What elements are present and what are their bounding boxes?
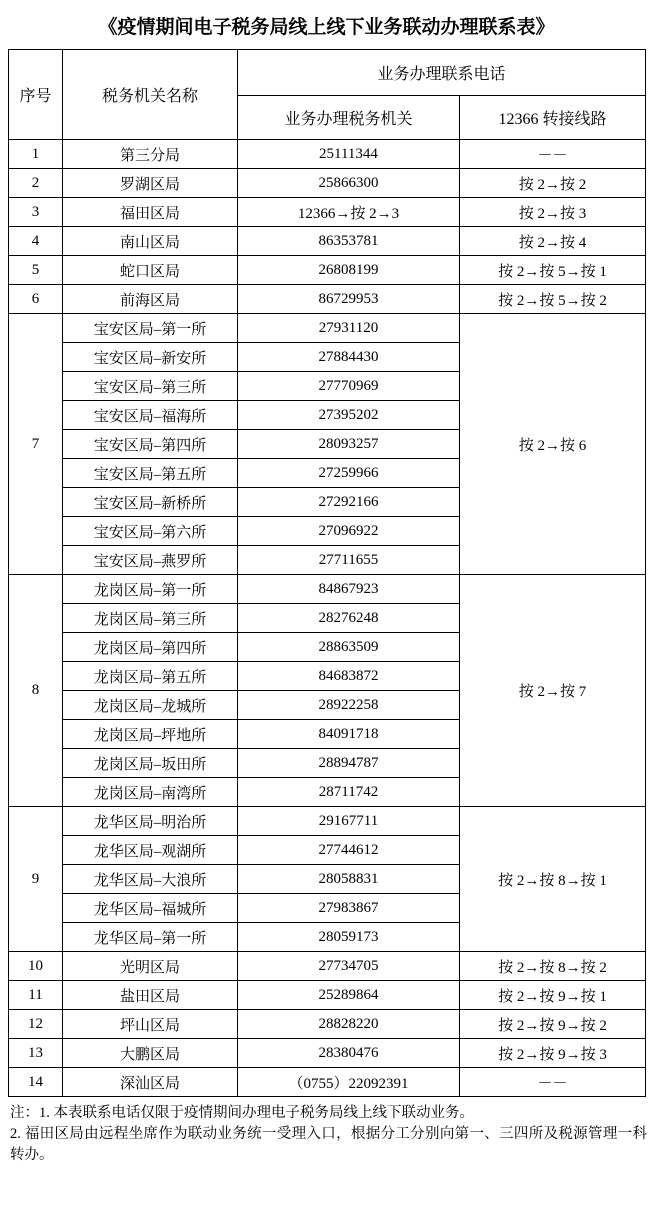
- cell-tax-authority-name: 大鹏区局: [63, 1039, 238, 1068]
- cell-tax-authority-name: 龙华区局–观湖所: [63, 836, 238, 865]
- cell-tax-authority-name: 福田区局: [63, 198, 238, 227]
- cell-tax-authority-name: 坪山区局: [63, 1010, 238, 1039]
- cell-tax-authority-name: 宝安区局–第四所: [63, 430, 238, 459]
- cell-phone-number: 27292166: [238, 488, 460, 517]
- cell-tax-authority-name: 宝安区局–第一所: [63, 314, 238, 343]
- cell-tax-authority-name: 龙岗区局–第三所: [63, 604, 238, 633]
- cell-phone-number: 84867923: [238, 575, 460, 604]
- cell-serial-no: 4: [9, 227, 63, 256]
- cell-phone-number: 12366→按 2→3: [238, 198, 460, 227]
- cell-phone-number: 28059173: [238, 923, 460, 952]
- cell-phone-number: 27259966: [238, 459, 460, 488]
- cell-tax-authority-name: 龙岗区局–坂田所: [63, 749, 238, 778]
- cell-tax-authority-name: 宝安区局–新桥所: [63, 488, 238, 517]
- table-row: [9, 227, 646, 256]
- cell-tax-authority-name: 龙岗区局–第五所: [63, 662, 238, 691]
- table-row: [9, 256, 646, 285]
- table-row: [9, 1039, 646, 1068]
- cell-phone-number: 27744612: [238, 836, 460, 865]
- cell-tax-authority-name: 宝安区局–新安所: [63, 343, 238, 372]
- cell-12366-line: 按 2→按 4: [460, 227, 646, 256]
- cell-tax-authority-name: 宝安区局–燕罗所: [63, 546, 238, 575]
- cell-serial-no: 2: [9, 169, 63, 198]
- cell-12366-line: －－: [460, 1068, 646, 1097]
- cell-phone-number: 29167711: [238, 807, 460, 836]
- notes-block: [8, 1097, 649, 1166]
- cell-phone-number: 28380476: [238, 1039, 460, 1068]
- cell-phone-number: 27395202: [238, 401, 460, 430]
- cell-12366-line: 按 2→按 5→按 2: [460, 285, 646, 314]
- header-12366-line: 12366 转接线路: [460, 96, 646, 140]
- header-contact-phone-group: 业务办理联系电话: [238, 50, 646, 96]
- cell-tax-authority-name: 龙岗区局–坪地所: [63, 720, 238, 749]
- cell-phone-number: 27884430: [238, 343, 460, 372]
- table-header: [9, 50, 646, 140]
- contact-table: [8, 49, 646, 1097]
- table-row: [9, 1010, 646, 1039]
- table-row: [9, 1068, 646, 1097]
- page-title: 《疫情期间电子税务局线上线下业务联动办理联系表》: [98, 17, 555, 38]
- cell-serial-no: 14: [9, 1068, 63, 1097]
- table-row: [9, 140, 646, 169]
- cell-phone-number: 28922258: [238, 691, 460, 720]
- header-handling-authority: 业务办理税务机关: [238, 96, 460, 140]
- cell-tax-authority-name: 宝安区局–第五所: [63, 459, 238, 488]
- cell-serial-no: 5: [9, 256, 63, 285]
- cell-phone-number: 28711742: [238, 778, 460, 807]
- table-row: [9, 198, 646, 227]
- cell-12366-line: 按 2→按 5→按 1: [460, 256, 646, 285]
- cell-phone-number: 84683872: [238, 662, 460, 691]
- cell-tax-authority-name: 南山区局: [63, 227, 238, 256]
- table-row: [9, 981, 646, 1010]
- cell-phone-number: 28863509: [238, 633, 460, 662]
- note-line-2: 2. 福田区局由远程坐席作为联动业务统一受理入口，根据分工分别向第一、三四所及税源管理一科转办。: [10, 1126, 647, 1164]
- cell-tax-authority-name: 光明区局: [63, 952, 238, 981]
- cell-phone-number: 25111344: [238, 140, 460, 169]
- cell-phone-number: 27734705: [238, 952, 460, 981]
- header-tax-authority-name: 税务机关名称: [63, 50, 238, 140]
- cell-phone-number: 27770969: [238, 372, 460, 401]
- table-row: [9, 575, 646, 604]
- cell-serial-no: 12: [9, 1010, 63, 1039]
- cell-tax-authority-name: 第三分局: [63, 140, 238, 169]
- cell-phone-number: 28276248: [238, 604, 460, 633]
- cell-phone-number: 25289864: [238, 981, 460, 1010]
- cell-tax-authority-name: 龙华区局–明治所: [63, 807, 238, 836]
- cell-tax-authority-name: 宝安区局–福海所: [63, 401, 238, 430]
- cell-serial-no: 7: [9, 314, 63, 575]
- table-row: [9, 314, 646, 343]
- cell-phone-number: 27096922: [238, 517, 460, 546]
- cell-12366-line: 按 2→按 8→按 1: [460, 807, 646, 952]
- cell-phone-number: 86353781: [238, 227, 460, 256]
- cell-phone-number: 28093257: [238, 430, 460, 459]
- cell-tax-authority-name: 龙岗区局–南湾所: [63, 778, 238, 807]
- cell-phone-number: 27931120: [238, 314, 460, 343]
- cell-phone-number: 86729953: [238, 285, 460, 314]
- cell-tax-authority-name: 深汕区局: [63, 1068, 238, 1097]
- cell-phone-number: 25866300: [238, 169, 460, 198]
- cell-serial-no: 6: [9, 285, 63, 314]
- cell-serial-no: 10: [9, 952, 63, 981]
- cell-phone-number: 27711655: [238, 546, 460, 575]
- table-body: [9, 140, 646, 1097]
- cell-tax-authority-name: 龙华区局–福城所: [63, 894, 238, 923]
- cell-serial-no: 9: [9, 807, 63, 952]
- cell-phone-number: 26808199: [238, 256, 460, 285]
- cell-serial-no: 1: [9, 140, 63, 169]
- cell-serial-no: 3: [9, 198, 63, 227]
- cell-phone-number: 28894787: [238, 749, 460, 778]
- note-line-1: 注：1. 本表联系电话仅限于疫情期间办理电子税务局线上线下联动业务。: [10, 1105, 474, 1121]
- cell-phone-number: 27983867: [238, 894, 460, 923]
- table-row: [9, 169, 646, 198]
- cell-tax-authority-name: 龙岗区局–龙城所: [63, 691, 238, 720]
- cell-12366-line: 按 2→按 3: [460, 198, 646, 227]
- cell-serial-no: 8: [9, 575, 63, 807]
- cell-tax-authority-name: 龙华区局–第一所: [63, 923, 238, 952]
- table-row: [9, 285, 646, 314]
- cell-12366-line: 按 2→按 7: [460, 575, 646, 807]
- cell-tax-authority-name: 罗湖区局: [63, 169, 238, 198]
- cell-12366-line: 按 2→按 9→按 1: [460, 981, 646, 1010]
- cell-12366-line: 按 2→按 9→按 2: [460, 1010, 646, 1039]
- cell-phone-number: （0755）22092391: [238, 1068, 460, 1097]
- cell-12366-line: 按 2→按 8→按 2: [460, 952, 646, 981]
- cell-tax-authority-name: 前海区局: [63, 285, 238, 314]
- cell-12366-line: 按 2→按 9→按 3: [460, 1039, 646, 1068]
- cell-tax-authority-name: 龙岗区局–第四所: [63, 633, 238, 662]
- cell-phone-number: 84091718: [238, 720, 460, 749]
- cell-phone-number: 28828220: [238, 1010, 460, 1039]
- header-serial-no: 序号: [9, 50, 63, 140]
- cell-tax-authority-name: 宝安区局–第三所: [63, 372, 238, 401]
- cell-tax-authority-name: 蛇口区局: [63, 256, 238, 285]
- cell-serial-no: 13: [9, 1039, 63, 1068]
- cell-tax-authority-name: 盐田区局: [63, 981, 238, 1010]
- cell-serial-no: 11: [9, 981, 63, 1010]
- table-row: [9, 952, 646, 981]
- cell-tax-authority-name: 龙岗区局–第一所: [63, 575, 238, 604]
- table-row: [9, 807, 646, 836]
- cell-12366-line: 按 2→按 2: [460, 169, 646, 198]
- cell-12366-line: －－: [460, 140, 646, 169]
- cell-tax-authority-name: 龙华区局–大浪所: [63, 865, 238, 894]
- cell-12366-line: 按 2→按 6: [460, 314, 646, 575]
- cell-tax-authority-name: 宝安区局–第六所: [63, 517, 238, 546]
- cell-phone-number: 28058831: [238, 865, 460, 894]
